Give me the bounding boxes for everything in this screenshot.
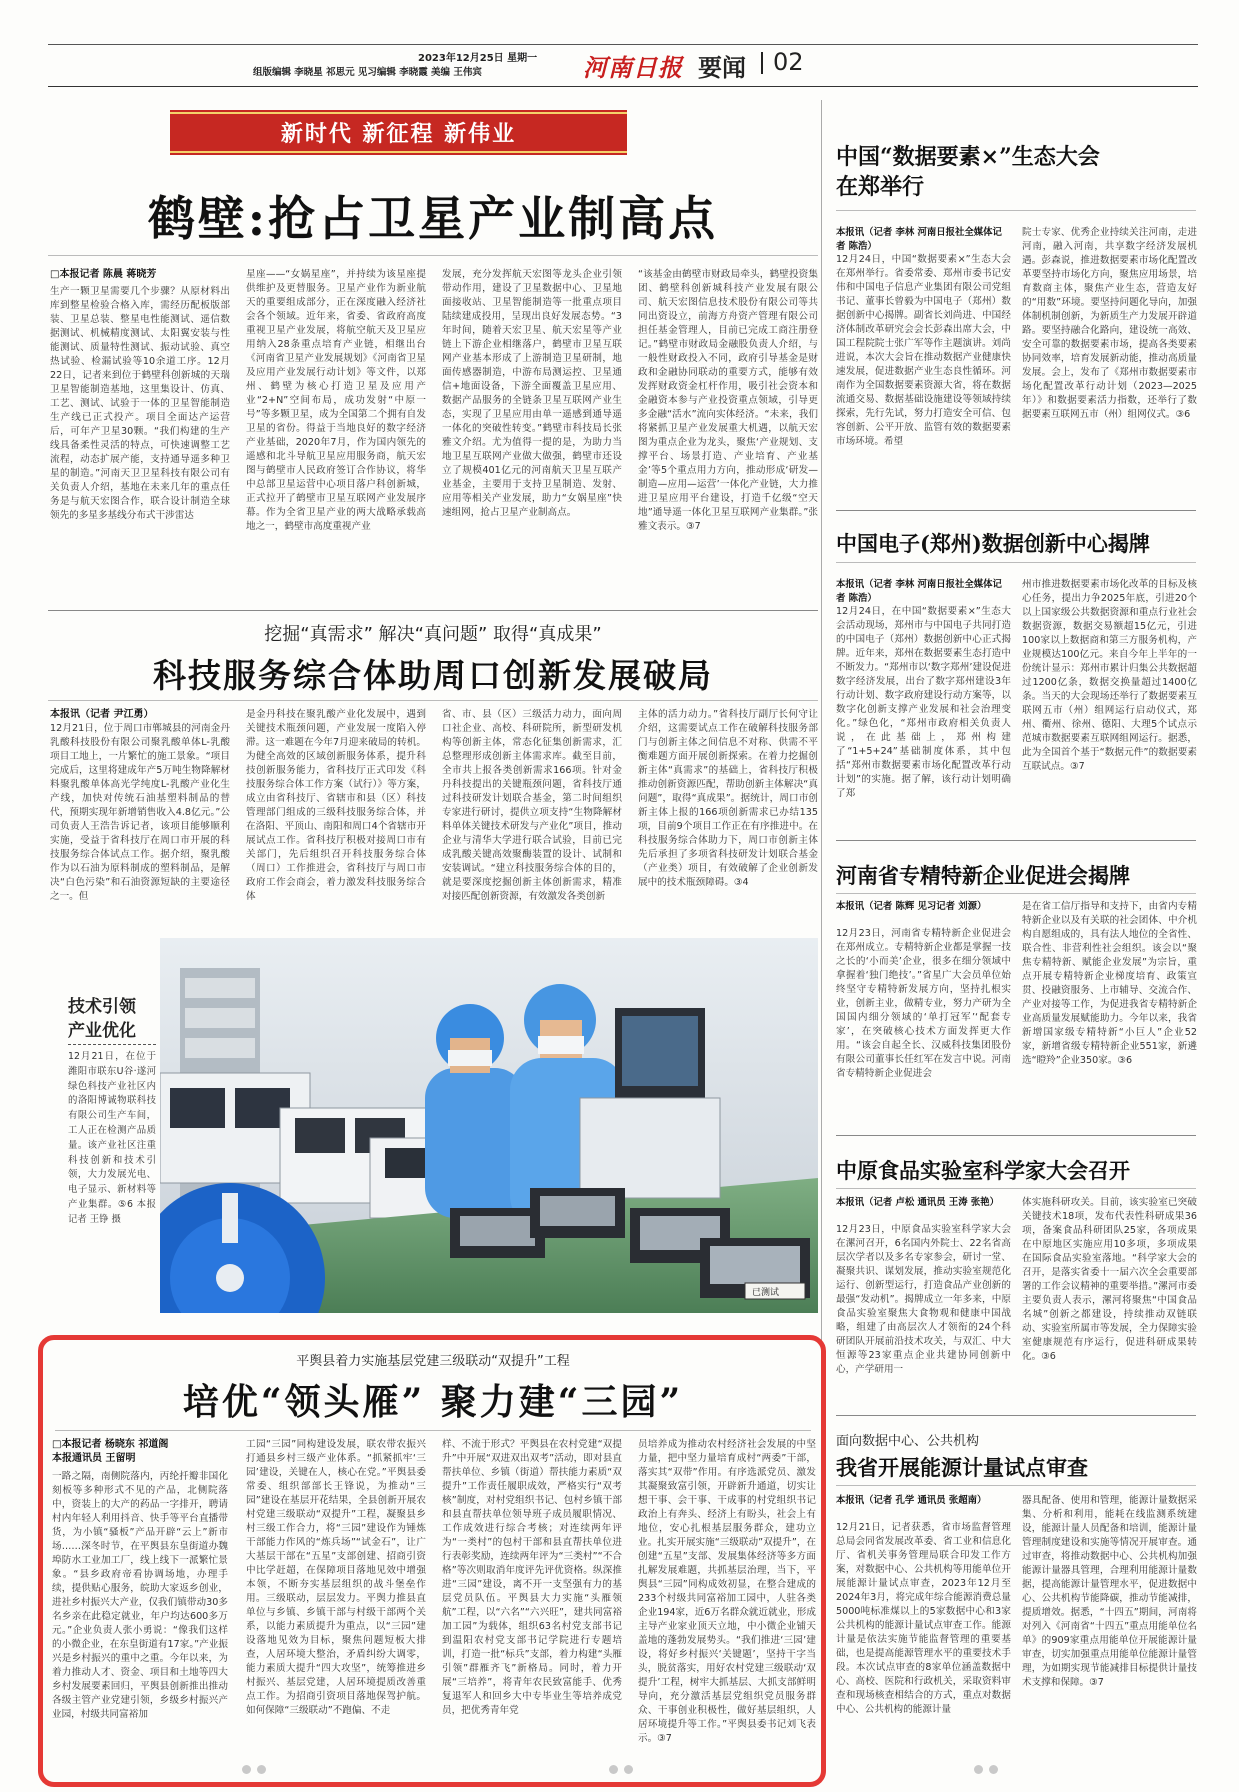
story2-col-3: 省、市、县（区）三级活力动力，面向周口社企业、高校、科研院所，新型研发机构等创新主体，常态化征集创新需求，汇总整理形成创新主体需求库。截至目前，全市共上报各类创新需求166项。针对金丹科技提出的关键瓶颈问题，省科技厅通过科技研发计划联合基金，第二时间组织专家进行研讨，提供立项支持“生物降解材料单体关键技术研发与产业化”项目，推动企业与清华大学进行联合试验，目前已完成乳酸关键高效聚酶装置的设计、试制和安装调试。“建立科技服务综合体的目的，就是要深度挖掘创新主体创新需求，精准对接匹配创新资源，有效激发各类创新 [442,709,622,902]
side5-kicker: 面向数据中心、公共机构 [836,1434,980,1449]
slogan-banner [170,110,627,155]
lead-col-4: “该基金由鹤壁市财政局牵头，鹤壁投资集团、鹤壁科创新城科技产业发展有限公司、航天宏图信息技术股份有限公司等共同出资设立，前海方舟资产管理有限公司担任基金管理人，目前已完成工商注册登记。”鹤壁市财政局金融股负责人介绍，与一般性财政投入不同，政府引导基金是财政和金融协同联动的重要方式，能够有效发挥财政资金杠杆作用，吸引社会资本和金融资本参与产业投资重点领域，引导更多金融“活水”流向实体经济。“未来，我们将紧抓卫星产业发展重大机遇，以航天宏图为重点企业为龙头，聚焦‘产业规划、支撑平台、场景打造、产业培育、产业基金’等5个重点用力方向，推动形成‘研发—制造—应用—运营’一体化产业链，大力推进卫星应用平台建设，打造千亿级“空天地”通导遥一体化卫星互联网产业集群。”张雅文表示。③7 [638,269,818,532]
story2-col-1: 12月21日，位于周口市郸城县的河南金丹乳酸科技股份有限公司聚乳酸单体L-乳酸项目工地上，一片繁忙的施工景象。“项目完成后，这里将建成年产5万吨生物降解材料聚乳酸单体高光学纯度L-乳酸产业化生产线，加快对传统石油基塑料制品的替代，预期实现年新增销售收入4.8亿元。”公司负责人王浩告诉记者，该项目能够顺利实施，受益于省科技厅在周口市开展的科技服务综合体试点工作。据介绍，聚乳酸作为以石油为原料制成的塑料制品，是解决“白色污染”和石油资源短缺的主要途径之一。但 [50,723,230,902]
side2-col-2: 州市推进数据要素市场化改革的目标及核心任务，提出力争2025年底，引进20个以上国家级公共数据资源和重点行业社会数据资源，数据交易额超15亿元，引进100家以上数据商和第三方服务机构，产业规模达100亿元。来自今年上半年的一份统计显示：郑州市累计归集公共数据超过1200亿条，数据交换量超过1400亿条。当天的大会现场还举行了数据要素互联网五市（州）组网运行启动仪式，郑州、衢州、徐州、德阳、大理5个试点示范城市数据要素互联网组网运行。据悉，此为全国首个基于“数据元件”的数据要素互联试点。③7 [1022,579,1197,772]
pager-dots-3 [974,1765,998,1774]
side4-col-1: 12月23日，中原食品实验室科学家大会在漯河召开，6名国内外院士、22名省高层次学者以及多名专家参会，研讨一堂、凝聚共识、谋划发展，推动实验室规范化运行、创新型运行，打造食品产业创新的最强“发动机”。揭牌成立一年多来，中原食品实验室聚焦大食物观和健康中国战略，组建了由高层次人才领衔的24个科研团队开展前沿技术攻关，与双汇、中大恒源等23家重点企业共建协同创新中心，产学研用一 [836,1224,1011,1375]
story3-col-4: 员培养成为推动农村经济社会发展的中坚力量，把中坚力量培育成村“两委”干部，落实其“双带”作用。有序选派党员、激发其凝聚致富引领，开辟新升通道，切实让想干事、会干事、干成事的村党组织书记政治上有奔头、经济上有盼头，社会上有地位，安心扎根基层服务群众，建功立业。扎实开展实施“三级联动”双提升”，在创建“五星”支部、发展集体经济等多方面扎解发展难题，共抓基层治理，当下，平舆县“三园”同构成效初显，在整合建成的233个村级共同富裕加工园中，人驻各类企业194家，近6万名群众就近就业，形成主导产业家业顶天立地，中小微企业铺天盖地的蓬勃发展势头。“我们推进‘三园’建设，将好乡村振兴‘关键题’，坚持干字当头，脱贫落实，用好农村党建三级联动‘双提升’工程，树牢大抓基层、大抓支部鲜明导向，充分激活基层党组织党员服务群众、干事创业积极性，做好基层组织，人居环境提升等工作。”平舆县委书记刘飞表示。③7 [638,1439,816,1744]
side2-byline: 本报讯（记者 李林 河南日报社全媒体记者 陈浩） [836,579,1002,604]
side4-byline: 本报讯（记者 卢松 通讯员 王涛 张艳） [836,1197,1000,1208]
section-divider [761,52,763,74]
side4-title: 中原食品实验室科学家大会召开 [836,1158,1130,1183]
side1-byline: 本报讯（记者 李林 河南日报社全媒体记者 陈浩） [836,227,1002,252]
factory-scene [160,938,818,1313]
lead-headline: 鹤壁:抢占卫星产业制高点 [147,192,719,247]
story3-col-2: 工园“三园”同构建设发展，联农带农振兴打通县乡村三级产业体系。“抓紧抓牢‘三园’建设，关键在人，核心在党。”平舆县委常委、组织部部长王锋说，为推动“三园”建设在基层开花结果，全县创新开展农村党建三级联动“双提升”工程，凝聚县乡村三级工作合力，将“三园”建设作为锤炼干部能力作风的“炼兵场”“试金石”，让广大基层干部在“五星”支部创建、招商引资中比学赶超，在保障项目落地见效中增强本领，不断夯实基层组织的战斗堡垒作用。三级联动，层层发力。平舆力推县直单位与乡镇、乡镇干部与村级干部两个关系，以能力素质提升为重点，以“三园”建设落地见效为目标，聚焦问题短板大排查，人居环境大整治，矛盾纠纷大调零，能力素质大提升“四大攻坚”，统筹推进乡村振兴、基层党建，人居环境提质改善重点工作。为招商引资项目落地保驾护航。如何保障“三级联动”不跑偏、不走 [246,1439,426,1716]
pager-dots-2 [609,1765,633,1774]
story3-kicker: 平舆县着力实施基层党建三级联动“双提升”工程 [296,1354,570,1369]
photo-title-line1: 技术引领 [68,997,136,1017]
side5-col-2: 器具配备、使用和管理，能源计量数据采集、分析和利用，能耗在线监测系统建设，能源计量人员配备和培训，能源计量管理制度建设和实施等情况开展审查。通过审查，将推动数据中心、公共机构加强能源计量器具管理，合理利用能源计量数据，提高能源计量管理水平，促进数据中心、公共机构节能降碳，推动节能减排，提质增效。据悉，“十四五”期间，河南将对列入《河南省“十四五”重点用能单位名单》的909家重点用能单位开展能源计量审查，切实加强重点用能单位能源计量管理，为如期实现节能减排目标提供计量技术支撑和保障。③7 [1022,1495,1197,1688]
side3-title: 河南省专精特新企业促进会揭牌 [836,863,1130,888]
story2-byline: 本报讯（记者 尹江勇） [50,709,154,720]
side3-col-2: 是在省工信厅指导和支持下，由省内专精特新企业以及有关联的社会团体、中介机构自愿组成的，具有法人地位的全省性、联合性、非营利性社会组织。该会以“聚焦专精特新、赋能企业发展”为宗旨，重点开展专精特新企业梯度培育、政策宣贯、投融资服务、上市辅导、交流合作、产业对接等工作，为促进我省专精特新企业高质量发展赋能助力。今年以来，我省新增国家级专精特新“小巨人”企业52家，新增省级专精特新企业551家，新遴选“瞪羚”企业350家。③6 [1022,901,1197,1066]
side2-title: 中国电子(郑州)数据创新中心揭牌 [836,531,1150,556]
side1-col-1: 12月24日，中国“数据要素×”生态大会在郑州举行。省委常委、郑州市委书记安伟和中国电子信息产业集团有限公司党组书记、董事长曾毅为中国电子（郑州）数据创新中心揭牌。副省长刘尚进、中国经济体制改革研究会会长彭森出席大会，中国工程院院士张广军等作主题演讲。刘尚进说，本次大会旨在推动数据产业健康快速发展，促进数据产业生态良性循环。河南作为全国数据要素资源大省，将在数据流通交易、数据基础设施建设等领域持续探索，先行先试，努力打造安全可信、包容创新、公平开放、监管有效的数据要素市场环境。希望 [836,254,1011,447]
side4-col-2: 体实施科研攻关。目前，该实验室已突破关键技术18项，发布代表性科研成果36项，备案食品科研团队25家，各项成果在中原地区实施应用10多项，多项成果在国际食品实验室落地。“科学家大会的召开，是落实省委十一届六次全会重要部署的工作会议精神的重要举措。”漯河市委主要负责人表示，漯河将聚焦“中国食品名城”创新之都建设，持续推动双链联动、实验室所属市等发展，全力保障实验室健康规范有序运行，促进科研成果转化。③6 [1022,1197,1197,1362]
story2-kicker: 挖掘“真需求” 解决“真问题” 取得“真成果” [264,624,602,645]
paper-name-logo: 河南日报 [583,53,683,82]
side5-byline: 本报讯（记者 孔学 通讯员 张超南） [836,1495,987,1506]
story2-col-4: 主体的活力动力。”省科技厅副厅长何守让介绍，这需要试点工作在破解科技服务部门与创新主体之间信息不对称、供需不平衡难题方面开展创新探索。在着力挖掘创新主体“真需求”的基础上，省科技厅积极推动创新资源匹配，帮助创新主体解决“真问题”，取得“真成果”。据统计，周口市创新主体上报的166项创新需求已办结135项，目前9个项目工作正在有序推进中。在科技服务综合体助力下，周口市创新主体先后承担了多项省科技研发计划联合基金（产业类）项目，有效破解了企业创新发展中的技术瓶颈障碍。③4 [638,709,818,888]
photo-title-line2: 产业优化 [68,1021,136,1041]
editors-line: 组版编辑 李晓星 祁思元 见习编辑 李晓霞 美编 王伟宾 [253,67,482,78]
side5-title: 我省开展能源计量试点审查 [836,1455,1088,1480]
section-name: 要闻 [698,54,746,82]
side2-col-1: 12月24日，在中国“数据要素×”生态大会活动现场，郑州市与中国电子共同打造的中国电子（郑州）数据创新中心正式揭牌。近年来，郑州在数据要素生态打造中不断发力。“郑州市以‘数字郑州’建设促进数字经济发展，出台了数字郑州建设3年行动计划、数字政府建设行动方案等，以数字化创新支撑产业发展和社会治理变化。”绿色化，“郑州市政府相关负责人说，在此基础上，郑州构建了“1+5+24”基础制度体系，其中包括“郑州市数据要素市场化配置改革行动计划”的实施。据了解，该行动计划明确了郑 [836,606,1011,799]
slogan-text: 新时代 新征程 新伟业 [280,121,517,147]
story2-headline: 科技服务综合体助周口创新发展破局 [153,656,713,695]
story3-byline-1: □本报记者 杨晓东 祁道阁 [52,1439,169,1450]
side5-col-1: 12月21日，记者获悉，省市场监督管理总局会同省发展改革委、省工业和信息化厅、省机关事务管理局联合印发工作方案，对数据中心、公共机构等用能单位开展能源计量试点审查，2023年12月至2024年3月，将完成年综合能源消费总量5000吨标准煤以上的5家数据中心和3家公共机构的能源计量试点审查工作。能源计量是依法实施节能监督管理的重要基础，也是提高能源管理水平的重要技术手段。本次试点审查的8家单位涵盖数据中心、高校、医院和行政机关，采取资料审查和现场核查相结合的方式，重点对数据中心、公共机构的能源计量 [836,1522,1011,1715]
lead-byline: □本报记者 陈晨 蒋晓芳 [50,269,157,280]
masthead [48,46,1198,86]
story3-col-3: 样、不流于形式？平舆县在农村党建“双提升”中开展“双进双出双考”活动，即对县直帮扶单位、乡镇（街道）帮扶能力素质“双提升”工作责任履职成效，严格实行“双考核”制度，对村党组织书记、包村乡镇干部和县直帮扶单位领导班子成员履职情况、工作成效进行综合考核；对连续两年评为“一类村”的包村干部和县直帮扶单位进行表彰奖励，连续两年评为“三类村”“不合格”等次则取消年度评先评优资格。纵深推进“三园”建设，离不开一支坚强有力的基层党员队伍。平舆县大力实施“头雁领航”工程，以“六名”“六兴旺”，建共同富裕加工园”为载体，组织63名村党支部书记到温阳农村党支部书记学院进行专题培训，打造一批“标兵”支部，着力构建“头雁引领”群雁齐飞”新格局。同时，着力开展“三培养”，将青年农民致富能手、优秀复退军人和回乡大中专毕业生等培养成党员，把优秀青年党 [442,1439,622,1716]
factory-photo [160,938,818,1313]
side1-title-line2: 在郑举行 [836,174,925,200]
story2-col-2: 是金丹科技在聚乳酸产业化发展中，遇到关键技术瓶颈问题，产业发展一度陷入停滞。这一难题在今年7月迎来破局的转机。为健全高效的区域创新服务体系，提升科技创新服务能力，省科技厅正式印发《科技服务综合体工作方案（试行）》等方案，成立由省科技厅、省辖市和县（区）科技管理部门组成的三级科技服务综合体，并在洛阳、平顶山、南阳和周口4个省辖市开展试点工作。省科技厅积极对接周口市有关部门，先后组织召开科技服务综合体（周口）工作推进会，省科技厅与周口市政府工作会商会，着力激发科技服务综合体 [246,709,426,902]
photo-caption: 12月21日，在位于潍阳市联东U谷·遂河绿色科技产业社区内的洛阳博诚物联科技有限公司生产车间，工人正在检测产品质量。该产业社区注重科技创新和技术引领，大力发展光电、电子显示、新材料等产业集群。⑤6 本报记者 王铮 摄 [68,1051,156,1225]
story3-col-1: 一路之隔，南侧院落内，丙纶扦瓣非国化刻板等多种形式不见的产品，北侧院落中，资装上的大产的药品一字排开，聘请村内年轻人利用抖音、快手等平台直播带货，为小镇“骚板”产品开辟“云上”新市场……深冬时节，在平舆县东皇街道办魏埠防水工业加工厂，线上线下一派繁忙景象。“县乡政府帝看协调场地，办理手续，提供贴心服务，皖助大家返乡创业，进社乡村振兴大产业，仅我们镇带动30多名乡亲在此稳定就业，年户均达600多万元。”企业负责人张小勇说：“像我们这样的小微企业，在东皇街道有17家。”产业振兴是乡村振兴的重中之重。今年以来，为着力推动人才、资金、项目和土地等四大乡村发展要素回归，平舆县创新推出推动各级主管产业党建引领，乡级乡村振兴产业园，村级共同富裕加 [52,1471,228,1720]
photo-caption-box [48,938,158,1308]
page-number: 02 [773,48,804,76]
tray-label: 已测试 [752,1288,780,1298]
lead-col-3: 发展，充分发挥航天宏图等龙头企业引领带动作用，建设了卫星数据中心、卫星地面接收站、卫星智能制造等一批重点项目陆续建成投用，呈现出良好发展态势。“3年时间，随着天宏卫星、航天宏星等产业链上下游企业相继落户，鹤壁市卫星互联网产业基本形成了上游制造卫星研制，地面传感器制造，中游布局测运控、卫星通信+地面设备，下游全面覆盖卫星应用、数据产品服务的全链条卫星互联网产业生态，实现了卫星应用由单一遥感到通导遥一体化的突破性转变。”鹤壁市科技局长张雅文介绍。尤为值得一提的是，为助力当地卫星互联网产业做大做强，鹤壁市还设立了规模401亿元的河南航天卫星互联产业基金，主要用于支持卫星制造、发射、应用等相关产业发展，助力“女娲星座”快速组网，抢占卫星产业制高点。 [442,269,622,518]
lead-col-2: 星座——“女娲星座”，并持续为该星座提供维护及更替服务。卫星产业作为新业航天的重要组成部分，正在深度融入经济社会各个领域。近年来，省委、省政府高度重视卫星产业发展，将航空航天及卫星应用纳入28条重点培育产业链，相继出台《河南省卫星产业发展规划》《河南省卫星及应用产业发展行动计划》等文件，以郑州、鹤壁为核心打造卫星及应用产业“2+N”空间布局，成功发射“中原一号”等多颗卫星，成为全国第二个拥有自发卫星的省份。得益于当地良好的数字经济产业基础，2020年7月，作为国内领先的遥感和北斗导航卫星应用服务商，航天宏图与鹤壁市人民政府签订合作协议，将华中总部卫星运营中心项目落户科创新城，正式拉开了鹤壁市卫星互联网产业发展序幕。作为全省卫星产业的两大战略承载高地之一，鹤壁市高度重视产业 [246,269,426,532]
story3-byline-2: 本报通讯员 王留明 [52,1453,136,1464]
story3-headline: 培优“领头雁” 聚力建“三园” [182,1381,684,1423]
pager-dots-1 [242,1765,266,1774]
lead-col-1: 生产一颗卫星需要几个步骤？从原材料出库到整星检验合格入库，需经历配板版部装、卫星总装、整星电性能测试、遥信数据测试、机械精度测试、太阳翼安装与性能测试、质量特性测试、振动试验、真空热试验、检漏试验等10余道工序。12月22日，记者来到位于鹤壁科创新城的天瑞卫星智能制造基地，这里集设计、仿真、工艺、测试、试验于一体的卫星智能制造生产线已正式投产。项目全面达产运营后，可年产卫星30颗。“我们构建的生产线具备柔性灵活的特点，可快速调整工艺流程，动态扩展产能，支持通导遥多种卫星的制造。”河南天卫卫星科技有限公司有关负责人介绍，基地在未来几年的重点任务是与航天宏图合作，联合设计制造全球领先的多星多基线分布式干涉雷达 [50,286,230,521]
side3-col-1: 12月23日，河南省专精特新企业促进会在郑州成立。专精特新企业都是掌握一技之长的‘小而美’企业，很多在细分领域中拿握着‘独门绝技’。”省星广大会员单位始终坚守专精特新发展方向，坚持扎根实业，创新主业，做精专业，努力产研为全国国内细分领域的‘单打冠军’‘配套专家’，在突破核心技术方面发挥更大作用。“该会自起全长、汉威科技集团股份有限公司董事长任红军在发言中说。河南省专精特新企业促进会 [836,928,1011,1079]
date-line: 2023年12月25日 星期一 [418,53,538,64]
side1-col-2: 院士专家、优秀企业持续关注河南，走进河南，融入河南，共享数字经济发展机遇。彭森说，推进数据要素市场化配置改革要坚持市场化方向，聚焦应用场景，培育数商主体，聚焦产业生态，营造友好的“用数”环境。要坚持问题化导向，加强体制机制创新，为新质生产力发展开辟道路。要坚持融合化路向，建设统一高效、安全可靠的数据要素市场，提高各类要素协同效率，培育发展新动能，推动高质量发展。会上，发布了《郑州市数据要素市场化配置改革行动计划（2023—2025年）》和数据要素活力指数，还举行了数据要素互联网五市（州）组网仪式。③6 [1022,227,1197,420]
side3-byline: 本报讯（记者 陈辉 见习记者 刘源） [836,901,987,912]
side1-title-line1: 中国“数据要素×”生态大会 [836,144,1100,170]
